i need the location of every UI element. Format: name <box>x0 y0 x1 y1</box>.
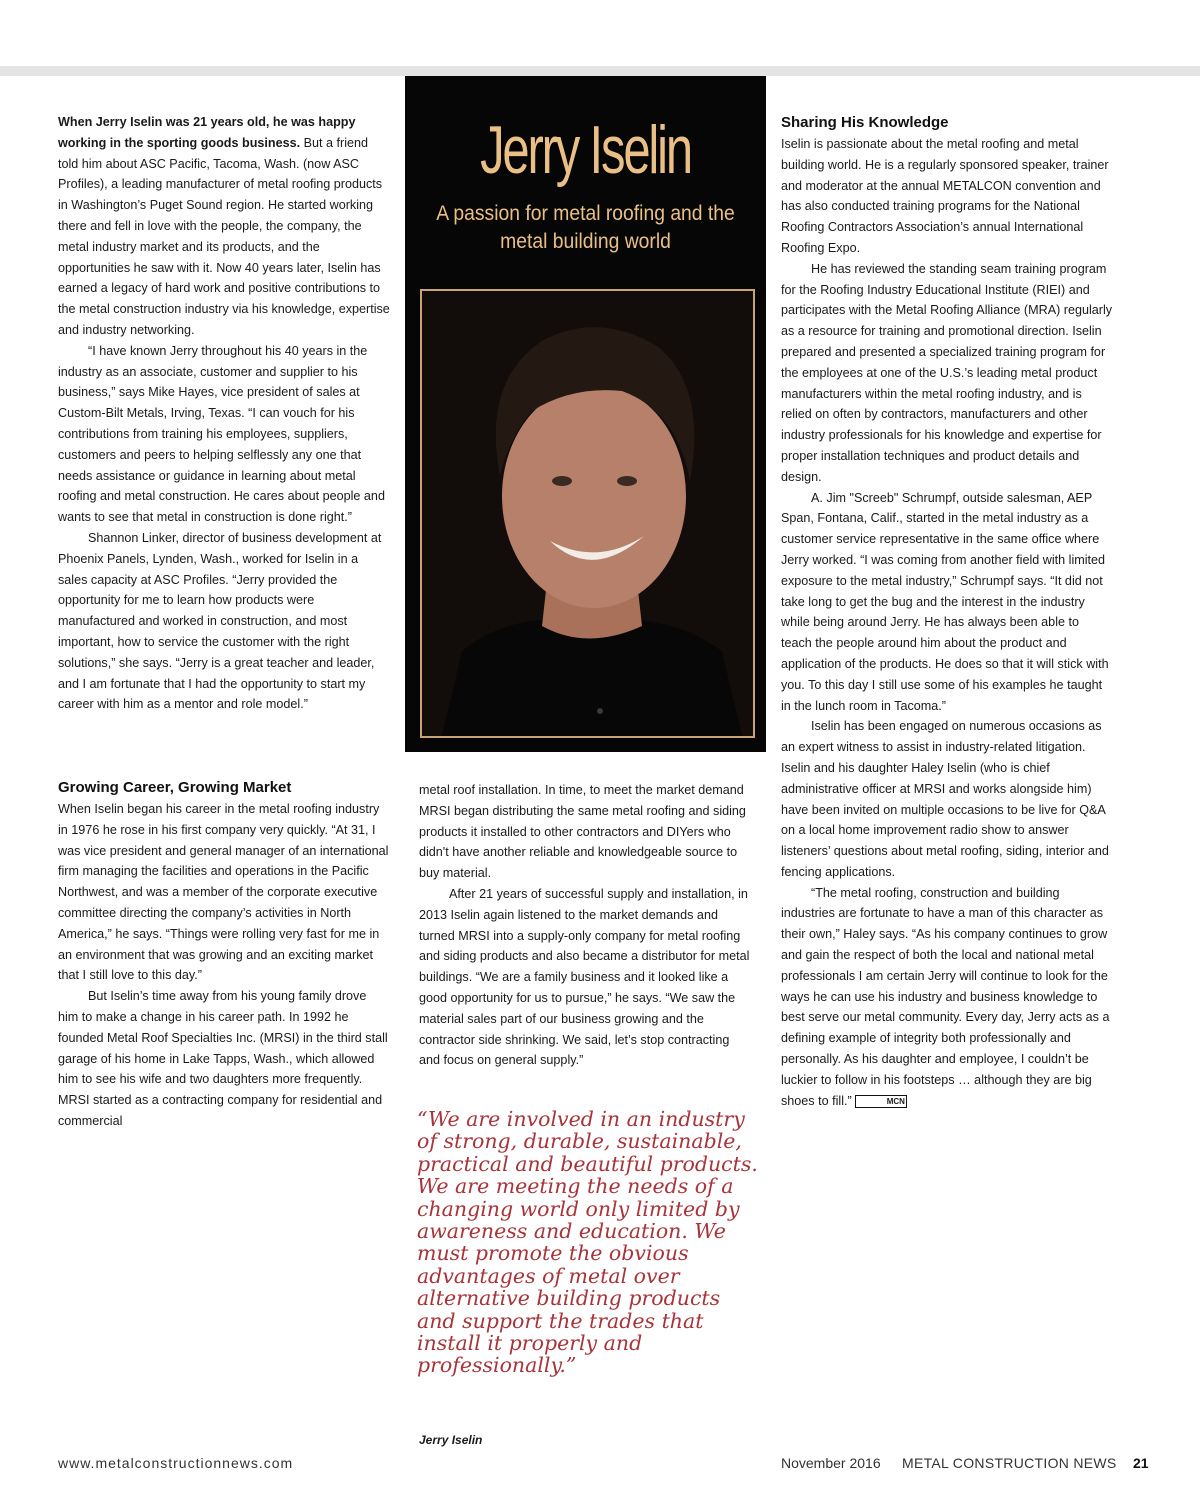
col1-p1-text: But a friend told him about ASC Pacific, Tacoma, Wash. (now ASC Profiles), a leading manufacturer of metal roofing products in Washington’s Puget Sound region. He started working there and fell in love with the people, the company, the metal industry market and its products, and the opportunities he saw with it. Now 40 years later, Iselin has earned a legacy of hard work and positive contributions to the metal construction industry via his knowledge, expertise and industry networking. <box>58 135 390 337</box>
column-1 <box>58 112 390 715</box>
article-subtitle: A passion for metal roofing and the metal building world <box>436 202 735 253</box>
col1-paragraph-3: Shannon Linker, director of business development at Phoenix Panels, Lynden, Wash., worked for Iselin in a sales capacity at ASC Profiles. “Jerry provided the opportunity for me to learn how products were manufactured and worked in construction, and most important, how to service the customer with the right solutions,” she says. “Jerry is a great teacher and leader, and I am fortunate that I had the opportunity to start my career with him as a mentor and role model.” <box>58 530 382 712</box>
portrait-photo <box>420 289 755 738</box>
col3-paragraph-1: Iselin is passionate about the metal roofing and metal building world. He is a regularly sponsored speaker, trainer and moderator at the annual METALCON convention and has also conducted training programs for the National Roofing Contractors Association’s annual International Roofing Expo. <box>781 137 1109 255</box>
end-mark-icon: MCN <box>855 1095 907 1108</box>
col1-paragraph-1 <box>58 112 390 341</box>
footer-date: November 2016 <box>781 1455 881 1471</box>
heading-sharing-knowledge: Sharing His Knowledge <box>781 114 949 131</box>
portrait-illustration <box>422 291 753 736</box>
col2-paragraph-2: After 21 years of successful supply and installation, in 2013 Iselin again listened to the market demands and turned MRSI into a supply-only company for metal roofing and siding products and also became a distributor for metal buildings. “We are a family business and it looked like a good opportunity for us to pursue,” he says. “We saw the material sales part of our business growing and the contractor side shrinking. We said, let’s stop contracting and focus on general supply.” <box>419 886 750 1068</box>
quote-attribution: Jerry Iselin <box>419 1433 483 1447</box>
title-panel <box>405 76 766 752</box>
column-3 <box>781 112 1113 1111</box>
article-title: Jerry Iselin <box>480 112 691 188</box>
col3-paragraph-2: He has reviewed the standing seam training program for the Roofing Industry Educational Institute (RIEI) and participates with the Metal Roofing Alliance (MRA) regularly as a resource for training and promotional direction. Iselin prepared and presented a specialized training program for the employees at one of the U.S.’s leading metal product manufacturers within the metal roofing industry, and is relied on often by contractors, manufacturers and other industry professionals for his knowledge and expertise for proper installation techniques and product details and design. <box>781 261 1113 484</box>
top-rule <box>0 66 1200 76</box>
footer-url[interactable]: www.metalconstructionnews.com <box>58 1455 294 1471</box>
col3-paragraph-4: Iselin has been engaged on numerous occasions as an expert witness to assist in industry-related litigation. Iselin and his daughter Haley Iselin (who is chief administrative officer at MRSI and works alongside him) have been invited on multiple occasions to be live for Q&A on a local home improvement radio show to answer listeners’ questions about metal roofing, siding, interior and fencing applications. <box>781 719 1109 879</box>
col1-paragraph-4: When Iselin began his career in the metal roofing industry in 1976 he rose in his first company very quickly. “At 31, I was vice president and general manager of an international firm managing the facilities and operations in the Pacific Northwest, and was a member of the corporate executive committee directing the company’s activities in North America,” he says. “Things were rolling very fast for me in an environment that was growing and an exciting market that I still love to this day.” <box>58 802 389 983</box>
column-1-lower <box>58 777 390 1132</box>
col3-p5-text: “The metal roofing, construction and building industries are fortunate to have a man of this character as their own,” Haley says. “As his company continues to grow and gain the respect of both the local and national metal professionals I am certain Jerry will continue to look for the ways he can use his industry and business knowledge to best serve our metal community. Every day, Jerry acts as a defining example of integrity both professionally and personally. As his daughter and employee, I couldn’t be luckier to follow in his footsteps … although they are big shoes to fill.” <box>781 885 1110 1108</box>
col1-paragraph-2: “I have known Jerry throughout his 40 years in the industry as an associate, customer and supplier to his business,” says Mike Hayes, vice president of sales at Custom-Bilt Metals, Irving, Texas. “I can vouch for his contributions from training his employees, suppliers, customers and peers to helping selflessly any one that needs assistance or guidance in learning about metal roofing and metal construction. He cares about people and wants to see that metal in construction is done right.” <box>58 343 385 525</box>
footer-magazine: METAL CONSTRUCTION NEWS <box>902 1455 1117 1471</box>
col3-paragraph-5 <box>781 883 1113 1112</box>
column-2 <box>419 780 752 1071</box>
col2-paragraph-1: metal roof installation. In time, to meet the market demand MRSI began distributing the same metal roofing and siding products it installed to other contractors and DIYers who didn't have another reliable and knowledgeable source to buy material. <box>419 783 746 881</box>
page-number: 21 <box>1133 1455 1149 1471</box>
heading-growing-career: Growing Career, Growing Market <box>58 779 292 796</box>
lead-sentence: When Jerry Iselin was 21 years old, he was happy working in the sporting goods business. <box>58 115 356 150</box>
pull-quote: “We are involved in an industry of strong, durable, sustainable, practical and beautiful products. We are meeting the needs of a changing world only limited by awareness and education. We must promote the obvious advantages of metal over alternative building products and support the trades that install it properly and professionally.” <box>417 1107 758 1378</box>
col3-paragraph-3: A. Jim "Screeb" Schrumpf, outside salesman, AEP Span, Fontana, Calif., started in the metal industry as a customer service representative in the same office where Jerry worked. “I was coming from another field with limited exposure to the metal industry,” Schrumpf says. “It did not take long to get the bug and the interest in the industry while being around Jerry. He has always been able to teach the people around him about the product and application of the products. He does so that it will stick with you. To this day I still use some of his examples he taught in the lunch room in Tacoma.” <box>781 490 1109 713</box>
col1-paragraph-5: But Iselin’s time away from his young family drove him to make a change in his career path. In 1992 he founded Metal Roof Specialties Inc. (MRSI) in the third stall garage of his home in Lake Tapps, Wash., which allowed him to see his wife and two daughters more frequently. MRSI started as a contracting company for residential and commercial <box>58 989 388 1128</box>
